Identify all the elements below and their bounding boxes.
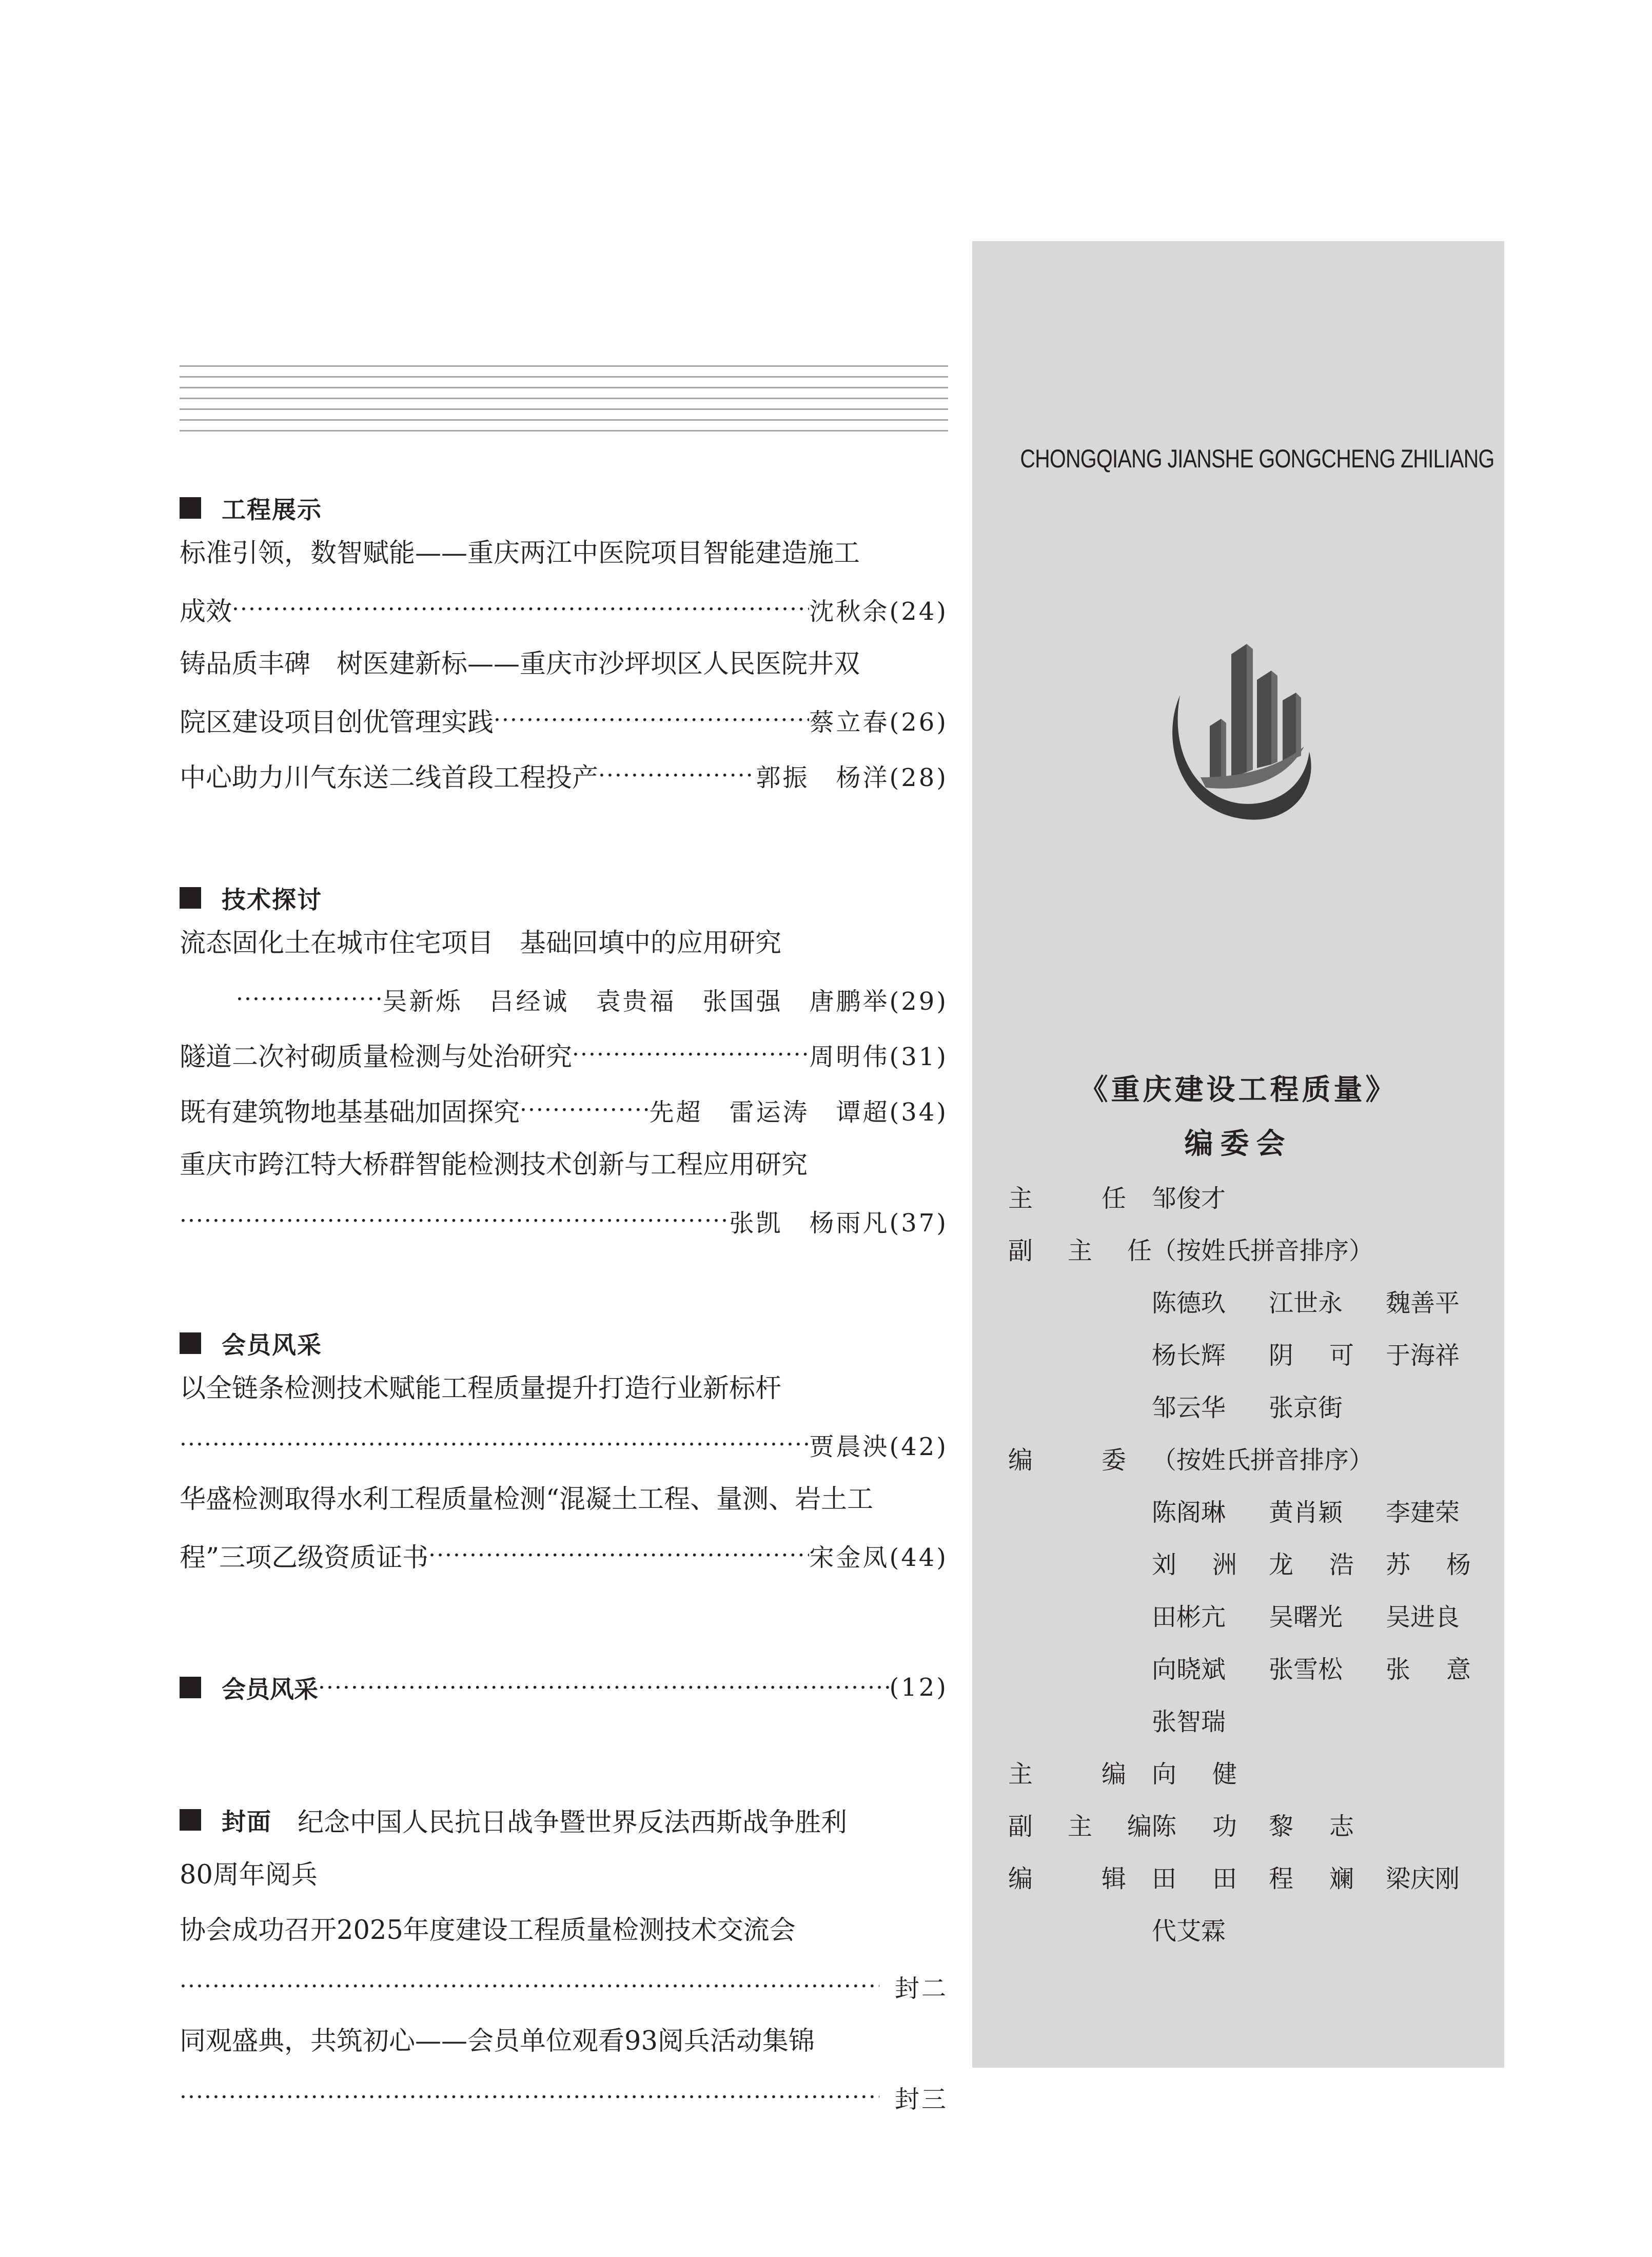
role-char: 编 — [1008, 1445, 1033, 1475]
square-bullet-icon — [180, 1809, 201, 1831]
toc-entry — [180, 748, 948, 803]
entry-author: 先超 雷运涛 谭超 — [649, 1097, 890, 1127]
member-name — [1269, 1283, 1354, 1319]
name-part: 梁庆刚 — [1386, 1864, 1460, 1893]
board-names — [1152, 1545, 1503, 1580]
dot-leader — [236, 986, 382, 1012]
board-row — [1008, 1693, 1490, 1745]
role-char: 主 — [1008, 1184, 1033, 1213]
entry-page: (28) — [889, 763, 948, 792]
cover-item-title: 协会成功召开2025年度建设工程质量检测技术交流会 — [180, 1915, 796, 1946]
name-part: 浩 — [1329, 1550, 1354, 1579]
member-name — [1386, 1650, 1471, 1685]
entry-title: 中心助力川气东送二线首段工程投产 — [180, 763, 599, 793]
board-names — [1152, 1911, 1269, 1947]
board-names — [1152, 1807, 1386, 1842]
building-logo-icon — [1170, 623, 1313, 839]
member-name — [1152, 1911, 1237, 1947]
dot-leader — [572, 1042, 809, 1068]
entry-title-line: 铸品质丰碑 树医建新标——重庆市沙坪坝区人民医院井双 — [180, 649, 860, 679]
board-names — [1152, 1336, 1503, 1371]
cover-item-entry — [180, 2069, 948, 2125]
table-of-contents — [180, 490, 948, 2125]
cover-item-title: 同观盛典，共筑初心——会员单位观看93阅兵活动集锦 — [180, 2026, 815, 2056]
entry-title: 成效 — [180, 597, 232, 627]
name-part: 吴曙光 — [1269, 1602, 1343, 1632]
board-row — [1008, 1850, 1490, 1902]
square-bullet-icon — [180, 1677, 201, 1698]
member-name — [1386, 1493, 1471, 1528]
board-member — [1152, 1597, 1269, 1633]
entry-page: (31) — [889, 1042, 948, 1071]
board-row — [1008, 1798, 1490, 1850]
board-member — [1269, 1859, 1386, 1894]
name-part: 向 — [1152, 1759, 1177, 1789]
entry-title-line: 流态固化土在城市住宅项目 基础回填中的应用研究 — [180, 928, 782, 958]
board-member — [1152, 1650, 1269, 1685]
toc-entry — [180, 1082, 948, 1137]
name-part: 陈 — [1152, 1812, 1177, 1841]
member-name — [1152, 1493, 1237, 1528]
entry-title-line: 重庆市跨江特大桥群智能检测技术创新与工程应用研究 — [180, 1150, 808, 1180]
board-member — [1269, 1545, 1386, 1580]
role-char: 任 — [1127, 1236, 1152, 1265]
board-member — [1386, 1597, 1503, 1633]
board-row — [1008, 1222, 1490, 1274]
board-names — [1152, 1859, 1503, 1894]
dot-leader — [180, 1208, 729, 1234]
section-heading-text: 技术探讨 — [222, 886, 322, 914]
cover-heading: 封面 — [222, 1808, 272, 1836]
name-part: 洲 — [1212, 1550, 1237, 1579]
toc-entry — [180, 581, 948, 637]
board-note: （按姓氏拼音排序） — [1152, 1236, 1374, 1265]
board-names — [1152, 1283, 1503, 1319]
entry-page: (37) — [889, 1208, 948, 1238]
role-char: 编 — [1008, 1864, 1033, 1893]
name-part: 李建荣 — [1386, 1498, 1460, 1527]
board-names — [1152, 1702, 1269, 1737]
entry-author-page — [809, 1427, 948, 1462]
board-row — [1008, 1588, 1490, 1641]
toc-entry — [180, 1027, 948, 1082]
name-part: 杨长辉 — [1152, 1341, 1226, 1370]
board-names — [1152, 1754, 1269, 1790]
square-bullet-icon — [180, 497, 201, 519]
member-name — [1152, 1597, 1237, 1633]
name-part: 黎 — [1269, 1812, 1294, 1841]
entry-author: 宋金凤 — [809, 1543, 890, 1572]
role-char: 编 — [1101, 1759, 1126, 1789]
board-role — [1008, 1807, 1152, 1842]
entry-author-page — [382, 982, 948, 1017]
board-member — [1152, 1545, 1269, 1580]
board-member — [1269, 1597, 1386, 1633]
name-part: 阴 — [1269, 1341, 1294, 1370]
section-heading-text: 工程展示 — [222, 496, 322, 524]
dot-leader — [232, 596, 809, 622]
entry-author: 吴新烁 吕经诚 袁贵福 张国强 唐鹏举 — [382, 987, 890, 1016]
journal-pinyin-title: CHONGQIANG JIANSHE GONGCHENG ZHILIANG — [1020, 444, 1494, 473]
entry-author-page — [809, 702, 948, 738]
board-row — [1008, 1641, 1490, 1693]
header-rules — [180, 365, 948, 432]
cover-title-line: 80周年阅兵 — [180, 1860, 318, 1890]
entry-title-line: 以全链条检测技术赋能工程质量提升打造行业新标杆 — [180, 1373, 782, 1404]
role-char: 主 — [1008, 1759, 1033, 1789]
board-member — [1269, 1807, 1386, 1842]
board-member — [1386, 1859, 1503, 1894]
board-role — [1008, 1231, 1152, 1266]
square-bullet-icon — [180, 1332, 201, 1354]
toc-section — [180, 880, 948, 1248]
entry-author: 郭振 杨洋 — [756, 763, 890, 792]
member-name — [1152, 1283, 1237, 1319]
entry-title: 程”三项乙级资质证书 — [180, 1543, 429, 1573]
name-part: 魏善平 — [1386, 1288, 1460, 1318]
member-name — [1386, 1336, 1471, 1371]
name-part: 张雪松 — [1269, 1655, 1343, 1684]
board-member — [1152, 1702, 1269, 1737]
toc-entry — [180, 1417, 948, 1472]
board-row — [1008, 1536, 1490, 1588]
name-part: 健 — [1212, 1759, 1237, 1789]
board-row — [1008, 1379, 1490, 1431]
masthead-panel — [972, 241, 1504, 2068]
magazine-title: 《重庆建设工程质量》 — [1079, 1073, 1398, 1107]
board-member — [1152, 1754, 1269, 1790]
name-part: 江世永 — [1269, 1288, 1343, 1318]
name-part: 田彬亢 — [1152, 1602, 1226, 1632]
name-part: 功 — [1212, 1812, 1237, 1841]
member-name — [1152, 1336, 1237, 1371]
member-name — [1152, 1388, 1237, 1423]
board-role — [1008, 1179, 1126, 1214]
board-row — [1008, 1431, 1490, 1484]
role-char: 辑 — [1101, 1864, 1126, 1893]
member-name — [1386, 1859, 1471, 1894]
member-inline-entry — [180, 1660, 948, 1715]
entry-page: 封二 — [894, 1974, 948, 2003]
member-name — [1269, 1545, 1354, 1580]
name-part: 志 — [1329, 1812, 1354, 1841]
member-name — [1269, 1807, 1354, 1842]
board-names — [1152, 1388, 1386, 1423]
section-heading — [180, 490, 948, 526]
member-name — [1152, 1754, 1237, 1790]
dot-leader — [494, 707, 809, 733]
member-name — [1269, 1336, 1354, 1371]
role-char: 主 — [1067, 1812, 1092, 1841]
dot-leader — [520, 1097, 649, 1123]
section-heading — [180, 880, 948, 916]
name-part: 张智瑞 — [1152, 1707, 1226, 1736]
name-part: 黄肖颖 — [1269, 1498, 1343, 1527]
member-name — [1269, 1650, 1354, 1685]
board-member — [1269, 1283, 1386, 1319]
role-char: 主 — [1067, 1236, 1092, 1265]
board-member — [1152, 1859, 1269, 1894]
toc-entry — [180, 971, 948, 1027]
dot-leader — [180, 2084, 879, 2110]
entry-author: 贾晨泱 — [809, 1432, 890, 1461]
name-part: 代艾霖 — [1152, 1916, 1226, 1946]
editorial-board — [1008, 1170, 1490, 1955]
section-heading — [180, 1325, 948, 1361]
board-member — [1152, 1179, 1269, 1214]
entry-page: (12) — [889, 1673, 948, 1702]
entry-author: 周明伟 — [809, 1042, 890, 1071]
role-char: 任 — [1101, 1184, 1126, 1213]
board-member — [1152, 1283, 1269, 1319]
board-member — [1269, 1493, 1386, 1528]
name-part: 张 — [1386, 1655, 1411, 1684]
name-part: 田 — [1212, 1864, 1237, 1893]
member-name — [1386, 1597, 1471, 1633]
member-name — [1152, 1650, 1237, 1685]
board-member — [1386, 1283, 1503, 1319]
name-part: 杨 — [1446, 1550, 1471, 1579]
name-part: 邹云华 — [1152, 1393, 1226, 1422]
board-member — [1152, 1493, 1269, 1528]
entry-author-page — [809, 1538, 948, 1573]
entry-title: 既有建筑物地基基础加固探究 — [180, 1097, 520, 1128]
board-role — [1008, 1440, 1126, 1476]
entry-title-line: 华盛检测取得水利工程质量检测“混凝土工程、量测、岩土工 — [180, 1484, 874, 1515]
role-char: 委 — [1101, 1445, 1126, 1475]
board-member — [1269, 1388, 1386, 1423]
dot-leader — [318, 1675, 889, 1701]
board-row — [1008, 1327, 1490, 1379]
square-bullet-icon — [180, 887, 201, 909]
entry-page: 封三 — [894, 2085, 948, 2114]
member-name — [1269, 1597, 1354, 1633]
board-names — [1152, 1597, 1503, 1633]
cover-item-entry — [180, 1958, 948, 2014]
name-part: 意 — [1446, 1655, 1471, 1684]
name-part: 龙 — [1269, 1550, 1294, 1579]
name-part: 苏 — [1386, 1550, 1411, 1579]
member-name — [1386, 1283, 1471, 1319]
member-name — [1152, 1545, 1237, 1580]
board-member — [1386, 1650, 1503, 1685]
entry-page: (29) — [889, 987, 948, 1016]
cover-heading-row — [180, 1792, 948, 1848]
toc-entry — [180, 1193, 948, 1248]
name-part: 刘 — [1152, 1550, 1177, 1579]
board-member — [1386, 1545, 1503, 1580]
board-row — [1008, 1274, 1490, 1327]
toc-entry — [180, 692, 948, 748]
member-name — [1269, 1493, 1354, 1528]
member-inline-heading — [180, 1671, 318, 1705]
entry-author-page — [729, 1203, 948, 1239]
board-row — [1008, 1170, 1490, 1222]
entry-page: (34) — [889, 1097, 948, 1127]
dot-leader — [180, 1431, 809, 1458]
member-name — [1152, 1179, 1237, 1214]
board-names — [1152, 1650, 1503, 1685]
name-part: 张京街 — [1269, 1393, 1343, 1422]
name-part: 吴进良 — [1386, 1602, 1460, 1632]
board-row — [1008, 1745, 1490, 1798]
name-part: 邹俊才 — [1152, 1184, 1226, 1213]
board-names — [1152, 1179, 1269, 1214]
entry-page: (42) — [889, 1432, 948, 1461]
entry-author-page — [809, 592, 948, 627]
member-name — [1152, 1702, 1237, 1737]
dot-leader — [428, 1542, 809, 1568]
board-member — [1269, 1336, 1386, 1371]
member-name — [1269, 1859, 1354, 1894]
member-name — [1386, 1545, 1471, 1580]
name-part: 陈阁琳 — [1152, 1498, 1226, 1527]
name-part: 于海祥 — [1386, 1341, 1460, 1370]
name-part: 斓 — [1329, 1864, 1354, 1893]
toc-section — [180, 1325, 948, 1583]
role-char: 副 — [1008, 1236, 1033, 1265]
board-member — [1386, 1336, 1503, 1371]
board-row — [1008, 1484, 1490, 1536]
entry-author-page — [756, 758, 948, 793]
name-part: 程 — [1269, 1864, 1294, 1893]
board-member — [1152, 1911, 1269, 1947]
entry-page: (26) — [889, 708, 948, 737]
role-char: 编 — [1127, 1812, 1152, 1841]
entry-author-page — [649, 1092, 948, 1128]
entry-title-line: 标准引领，数智赋能——重庆两江中医院项目智能建造施工 — [180, 538, 860, 568]
entry-page: (44) — [889, 1543, 948, 1572]
entry-author: 张凯 杨雨凡 — [729, 1208, 890, 1238]
cover-title-line: 纪念中国人民抗日战争暨世界反法西斯战争胜利 — [298, 1808, 848, 1838]
board-member — [1152, 1388, 1269, 1423]
board-member — [1152, 1807, 1269, 1842]
board-member — [1269, 1650, 1386, 1685]
member-name — [1152, 1807, 1237, 1842]
board-row — [1008, 1902, 1490, 1955]
name-part: 田 — [1152, 1864, 1177, 1893]
name-part: 向晓斌 — [1152, 1655, 1226, 1684]
board-names — [1152, 1493, 1503, 1528]
board-role — [1008, 1859, 1126, 1894]
entry-page: (24) — [889, 597, 948, 626]
name-part: 可 — [1329, 1341, 1354, 1370]
entry-author-page — [809, 1037, 948, 1072]
toc-section — [180, 490, 948, 803]
entry-author: 蔡立春 — [809, 708, 890, 737]
member-name — [1152, 1859, 1237, 1894]
board-member — [1386, 1493, 1503, 1528]
board-title: 编委会 — [1184, 1127, 1292, 1161]
dot-leader — [180, 1973, 879, 1999]
board-role — [1008, 1754, 1126, 1790]
member-name — [1269, 1388, 1354, 1423]
section-heading-text: 会员风采 — [222, 1331, 322, 1360]
entry-author: 沈秋余 — [809, 597, 890, 626]
name-part: 陈德玖 — [1152, 1288, 1226, 1318]
role-char: 副 — [1008, 1812, 1033, 1841]
board-note: （按姓氏拼音排序） — [1152, 1445, 1374, 1475]
entry-title: 隧道二次衬砌质量检测与处治研究 — [180, 1042, 573, 1072]
toc-entry — [180, 1527, 948, 1583]
section-heading-text: 会员风采 — [222, 1675, 318, 1704]
board-member — [1152, 1336, 1269, 1371]
entry-title: 院区建设项目创优管理实践 — [180, 708, 494, 738]
dot-leader — [598, 762, 756, 789]
